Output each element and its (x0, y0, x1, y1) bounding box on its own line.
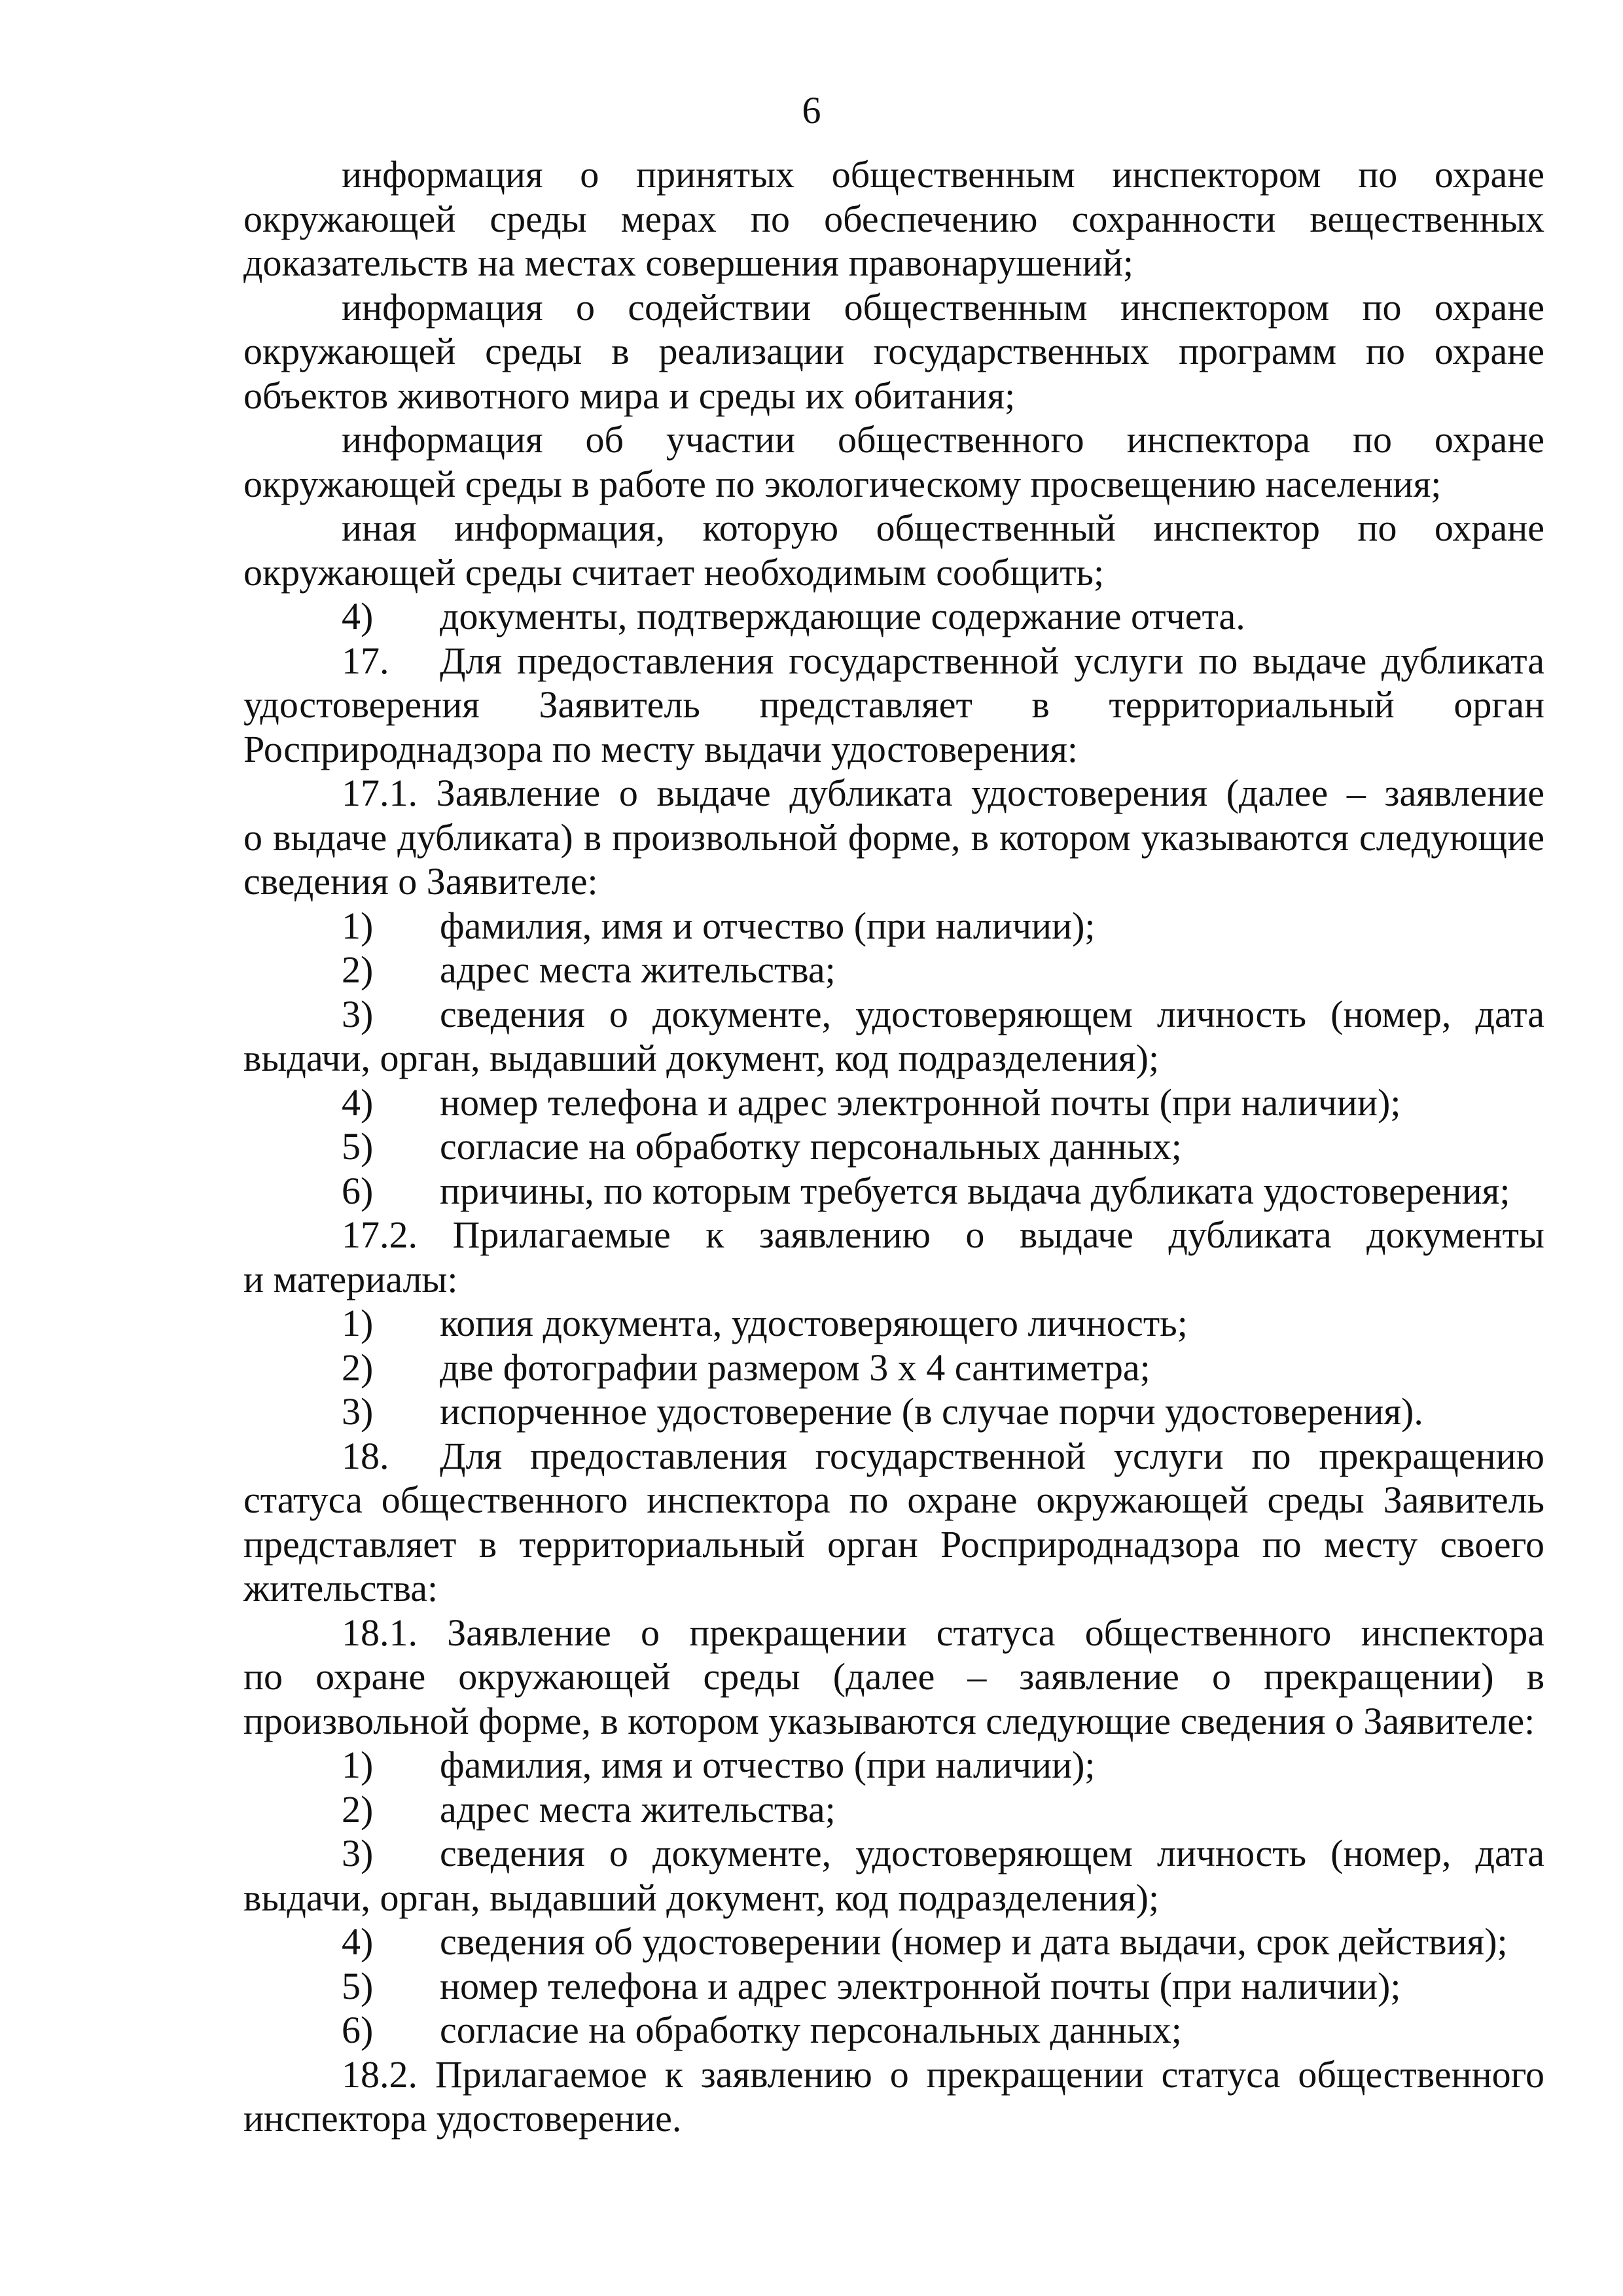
list-item-number: 2) (342, 1346, 374, 1389)
list-item-text: фамилия, имя и отчество (при наличии); (440, 1744, 1096, 1786)
list-item-text: испорченное удостоверение (в случае порчи удостоверения). (440, 1390, 1423, 1433)
list-item-number: 1) (342, 1302, 374, 1344)
line-text: сведения о документе, удостоверяющем личность (номер, дата (440, 992, 1544, 1035)
text-line: информация об участии общественного инспектора по охране (342, 418, 1544, 461)
list-item (243, 2008, 1544, 2053)
list-item (243, 904, 1544, 948)
list-item-number: 1) (342, 1744, 374, 1786)
list-item (243, 948, 1544, 992)
list-item-number: 4) (342, 1920, 374, 1963)
text-line: о выдаче дубликата) в произвольной форме, в котором указываются следующие (243, 816, 1544, 859)
text-line: и материалы: (243, 1257, 458, 1300)
section-number: 18. (342, 1434, 389, 1477)
text-line: представляет в территориальный орган Росприроднадзора по месту своего (243, 1522, 1544, 1566)
text-line: доказательств на местах совершения правонарушений; (243, 242, 1133, 284)
text-line: окружающей среды в работе по экологическому просвещению населения; (243, 462, 1442, 505)
text-line: информация о содействии общественным инспектором по охране (342, 285, 1544, 329)
list-item-text: номер телефона и адрес электронной почты (при наличии); (440, 1081, 1401, 1124)
page-number: 6 (802, 89, 821, 132)
numbered-line (243, 1831, 1544, 1876)
text-line: объектов животного мира и среды их обитания; (243, 374, 1016, 417)
text-line: окружающей среды в реализации государственных программ по охране (243, 330, 1544, 372)
text-line: окружающей среды считает необходимым сообщить; (243, 550, 1105, 594)
list-item (243, 1964, 1544, 2009)
list-item-text: фамилия, имя и отчество (при наличии); (440, 904, 1096, 947)
list-item (243, 1169, 1544, 1213)
list-item-text: адрес места жительства; (440, 948, 836, 991)
text-line: по охране окружающей среды (далее – заявление о прекращении) в (243, 1655, 1544, 1698)
list-item-text: документы, подтверждающие содержание отчета. (440, 595, 1245, 637)
list-item-text: причины, по которым требуется выдача дубликата удостоверения; (440, 1169, 1510, 1212)
list-item-text: номер телефона и адрес электронной почты (при наличии); (440, 1964, 1401, 2007)
list-item-number: 4) (342, 1081, 374, 1124)
text-line: выдачи, орган, выдавший документ, код подразделения); (243, 1876, 1160, 1919)
list-item-number: 6) (342, 1169, 374, 1212)
text-line: 18.2. Прилагаемое к заявлению о прекращении статуса общественного (342, 2053, 1544, 2096)
text-line: окружающей среды мерах по обеспечению сохранности вещественных (243, 197, 1544, 240)
numbered-line (243, 992, 1544, 1037)
text-line: сведения о Заявителе: (243, 860, 598, 903)
section-number: 17. (342, 639, 389, 682)
list-item-number: 3) (342, 1390, 374, 1433)
list-item-text: согласие на обработку персональных данных; (440, 1125, 1182, 1168)
list-item-number: 5) (342, 1964, 374, 2007)
text-line: произвольной форме, в котором указываются следующие сведения о Заявителе: (243, 1699, 1535, 1742)
text-line: статуса общественного инспектора по охране окружающей среды Заявитель (243, 1479, 1544, 1521)
list-item-number: 6) (342, 2009, 374, 2051)
text-line: информация о принятых общественным инспектором по охране (342, 153, 1544, 196)
text-line: инспектора удостоверение. (243, 2097, 682, 2140)
list-item (243, 1346, 1544, 1390)
list-item-number: 4) (342, 595, 374, 637)
list-item (243, 1124, 1544, 1169)
list-item-text: адрес места жительства; (440, 1787, 836, 1831)
line-text: сведения о документе, удостоверяющем личность (номер, дата (440, 1832, 1544, 1874)
list-item-number: 2) (342, 1787, 374, 1831)
list-item-text: сведения об удостоверении (номер и дата выдачи, срок действия); (440, 1920, 1508, 1963)
list-item (243, 1390, 1544, 1434)
section-number: 3) (342, 1832, 374, 1874)
list-item-text: две фотографии размером 3 х 4 сантиметра; (440, 1346, 1150, 1389)
text-line: 18.1. Заявление о прекращении статуса общественного инспектора (342, 1611, 1544, 1654)
text-line: Росприроднадзора по месту выдачи удостоверения: (243, 727, 1079, 770)
list-item-text: копия документа, удостоверяющего личность; (440, 1302, 1188, 1344)
list-item (243, 1081, 1544, 1125)
list-item (243, 1301, 1544, 1346)
list-item (243, 1787, 1544, 1832)
list-item-number: 2) (342, 948, 374, 991)
line-text: Для предоставления государственной услуги по выдаче дубликата (440, 639, 1544, 682)
list-item (243, 1920, 1544, 1964)
list-item-number: 5) (342, 1125, 374, 1168)
text-line: иная информация, которую общественный инспектор по охране (342, 507, 1544, 549)
numbered-line (243, 1434, 1544, 1479)
document-body (243, 152, 1544, 2141)
section-number: 3) (342, 992, 374, 1035)
list-item-text: согласие на обработку персональных данных; (440, 2009, 1182, 2051)
list-item-number: 1) (342, 904, 374, 947)
text-line: 17.1. Заявление о выдаче дубликата удостоверения (далее – заявление (342, 772, 1544, 814)
numbered-line (243, 639, 1544, 683)
text-line: 17.2. Прилагаемые к заявлению о выдаче дубликата документы (342, 1213, 1544, 1256)
text-line: выдачи, орган, выдавший документ, код подразделения); (243, 1037, 1160, 1079)
list-item (243, 1743, 1544, 1787)
text-line: жительства: (243, 1567, 438, 1609)
text-line: удостоверения Заявитель представляет в территориальный орган (243, 683, 1544, 726)
list-item (243, 594, 1544, 639)
line-text: Для предоставления государственной услуги по прекращению (440, 1434, 1544, 1477)
